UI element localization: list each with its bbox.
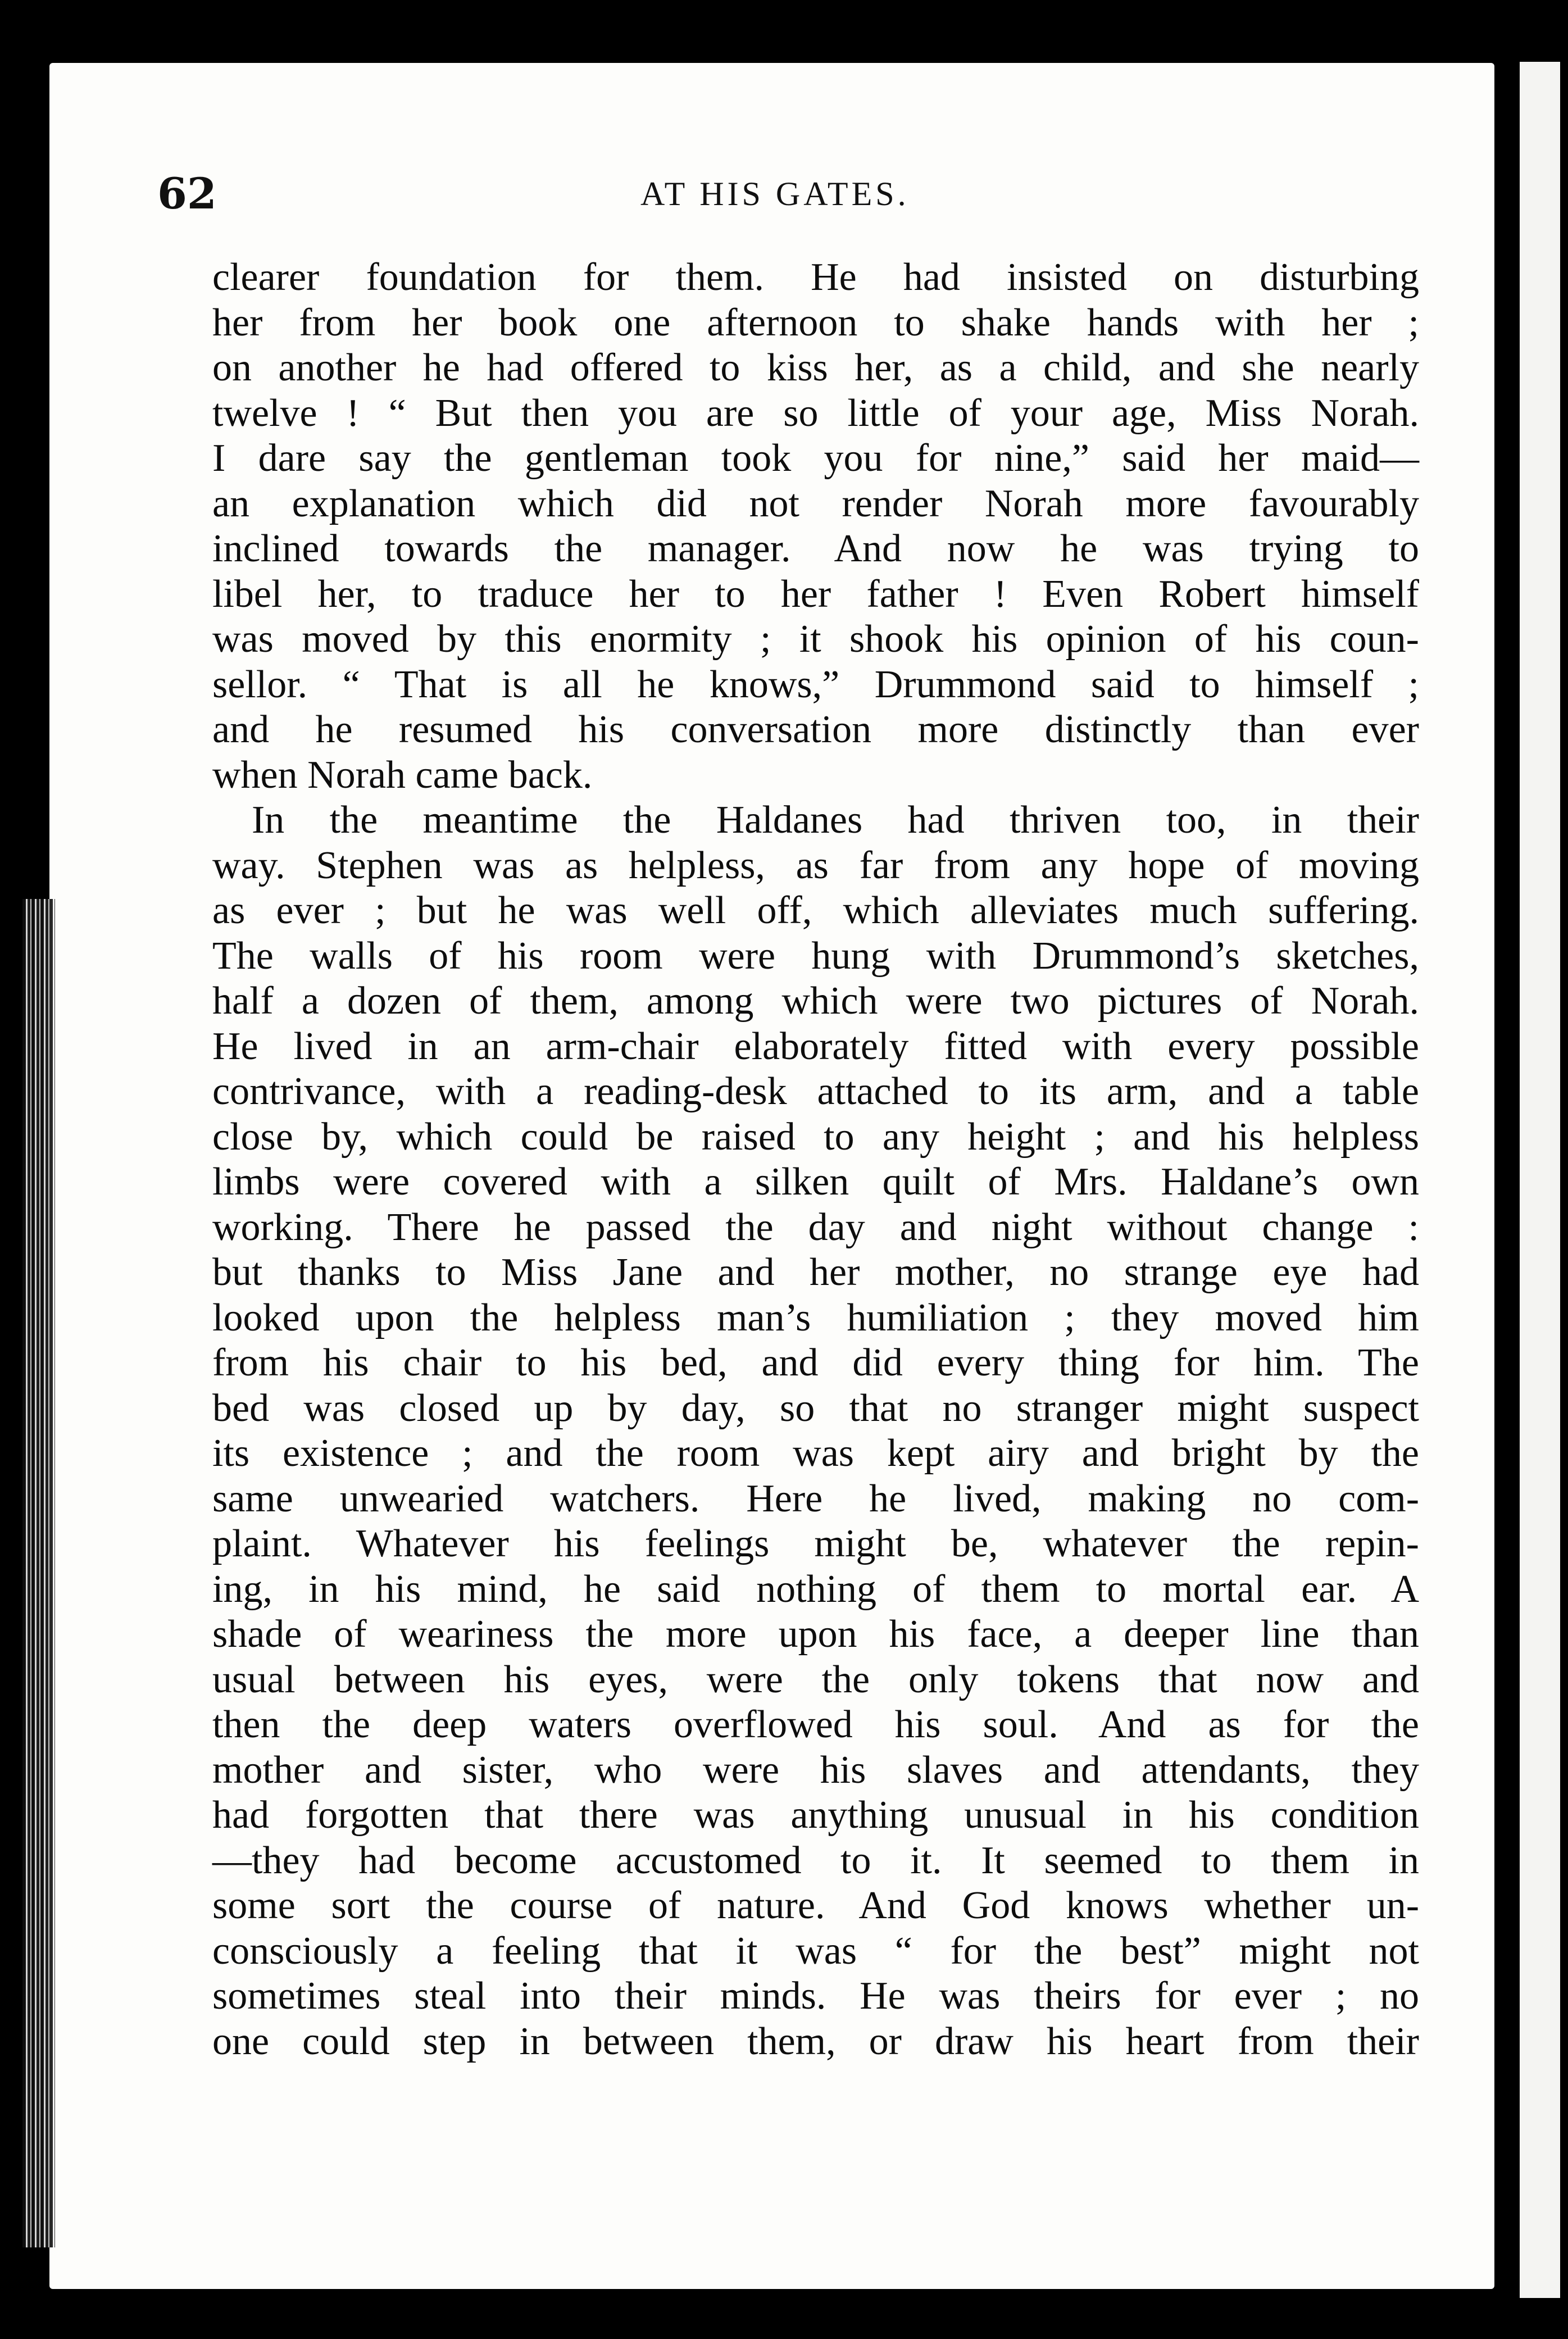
text-line: usual between his eyes, were the only tokens that now and: [212, 1657, 1419, 1701]
text-line: ing, in his mind, he said nothing of them to mortal ear. A: [212, 1567, 1419, 1611]
text-line: sellor. “ That is all he knows,” Drummond said to himself ;: [212, 662, 1419, 706]
text-line: I dare say the gentleman took you for nine,” said her maid—: [212, 437, 1419, 480]
text-line: as ever ; but he was well off, which alleviates much suffering.: [212, 889, 1419, 932]
adjacent-page-edge: [1520, 62, 1560, 2298]
text-line: but thanks to Miss Jane and her mother, no strange eye had: [212, 1251, 1419, 1294]
text-line: In the meantime the Haldanes had thriven too, in their: [252, 798, 1419, 842]
text-line: half a dozen of them, among which were two pictures of Norah.: [212, 979, 1419, 1023]
text-line: twelve ! “ But then you are so little of your age, Miss Norah.: [212, 391, 1419, 435]
text-line: when Norah came back.: [212, 753, 593, 797]
binding-edge: [22, 899, 55, 2247]
text-line: —they had become accustomed to it. It seemed to them in: [212, 1838, 1419, 1882]
running-head: AT HIS GATES.: [640, 175, 910, 212]
text-line: He lived in an arm-chair elaborately fitted with every possible: [212, 1024, 1419, 1068]
text-line: one could step in between them, or draw his heart from their: [212, 2019, 1419, 2063]
text-line: limbs were covered with a silken quilt of Mrs. Haldane’s own: [212, 1160, 1419, 1203]
text-line: plaint. Whatever his feelings might be, whatever the repin-: [212, 1522, 1419, 1565]
text-line: libel her, to traduce her to her father ! Even Robert himself: [212, 572, 1419, 616]
text-line: inclined towards the manager. And now he was trying to: [212, 527, 1419, 570]
text-line: The walls of his room were hung with Drummond’s sketches,: [212, 934, 1419, 978]
text-line: close by, which could be raised to any height ; and his helpless: [212, 1115, 1419, 1159]
text-line: an explanation which did not render Norah more favourably: [212, 482, 1419, 525]
text-line: was moved by this enormity ; it shook his opinion of his coun-: [212, 617, 1419, 661]
text-line: shade of weariness the more upon his face, a deeper line than: [212, 1613, 1419, 1656]
text-line: her from her book one afternoon to shake hands with her ;: [212, 301, 1419, 344]
text-line: looked upon the helpless man’s humiliation ; they moved him: [212, 1296, 1419, 1339]
page-number: 62: [157, 169, 217, 219]
text-line: from his chair to his bed, and did every thing for him. The: [212, 1341, 1419, 1384]
text-line: on another he had offered to kiss her, as a child, and she nearly: [212, 346, 1419, 389]
text-line: consciously a feeling that it was “ for the best” might not: [212, 1929, 1419, 1973]
text-line: bed was closed up by day, so that no stranger might suspect: [212, 1386, 1419, 1430]
text-line: had forgotten that there was anything unusual in his condition: [212, 1793, 1419, 1837]
text-line: contrivance, with a reading-desk attached to its arm, and a table: [212, 1070, 1419, 1113]
page-header: [157, 169, 1419, 219]
text-line: its existence ; and the room was kept airy and bright by the: [212, 1432, 1419, 1475]
text-line: same unwearied watchers. Here he lived, making no com-: [212, 1477, 1419, 1520]
text-line: some sort the course of nature. And God knows whether un-: [212, 1884, 1419, 1927]
text-line: clearer foundation for them. He had insisted on disturbing: [212, 256, 1419, 299]
text-line: mother and sister, who were his slaves and attendants, they: [212, 1748, 1419, 1792]
text-line: and he resumed his conversation more distinctly than ever: [212, 708, 1419, 751]
text-line: sometimes steal into their minds. He was theirs for ever ; no: [212, 1974, 1419, 2018]
text-line: way. Stephen was as helpless, as far from any hope of moving: [212, 843, 1419, 887]
body-text: [212, 255, 1419, 2064]
text-line: then the deep waters overflowed his soul. And as for the: [212, 1703, 1419, 1746]
text-line: working. There he passed the day and night without change :: [212, 1205, 1419, 1249]
